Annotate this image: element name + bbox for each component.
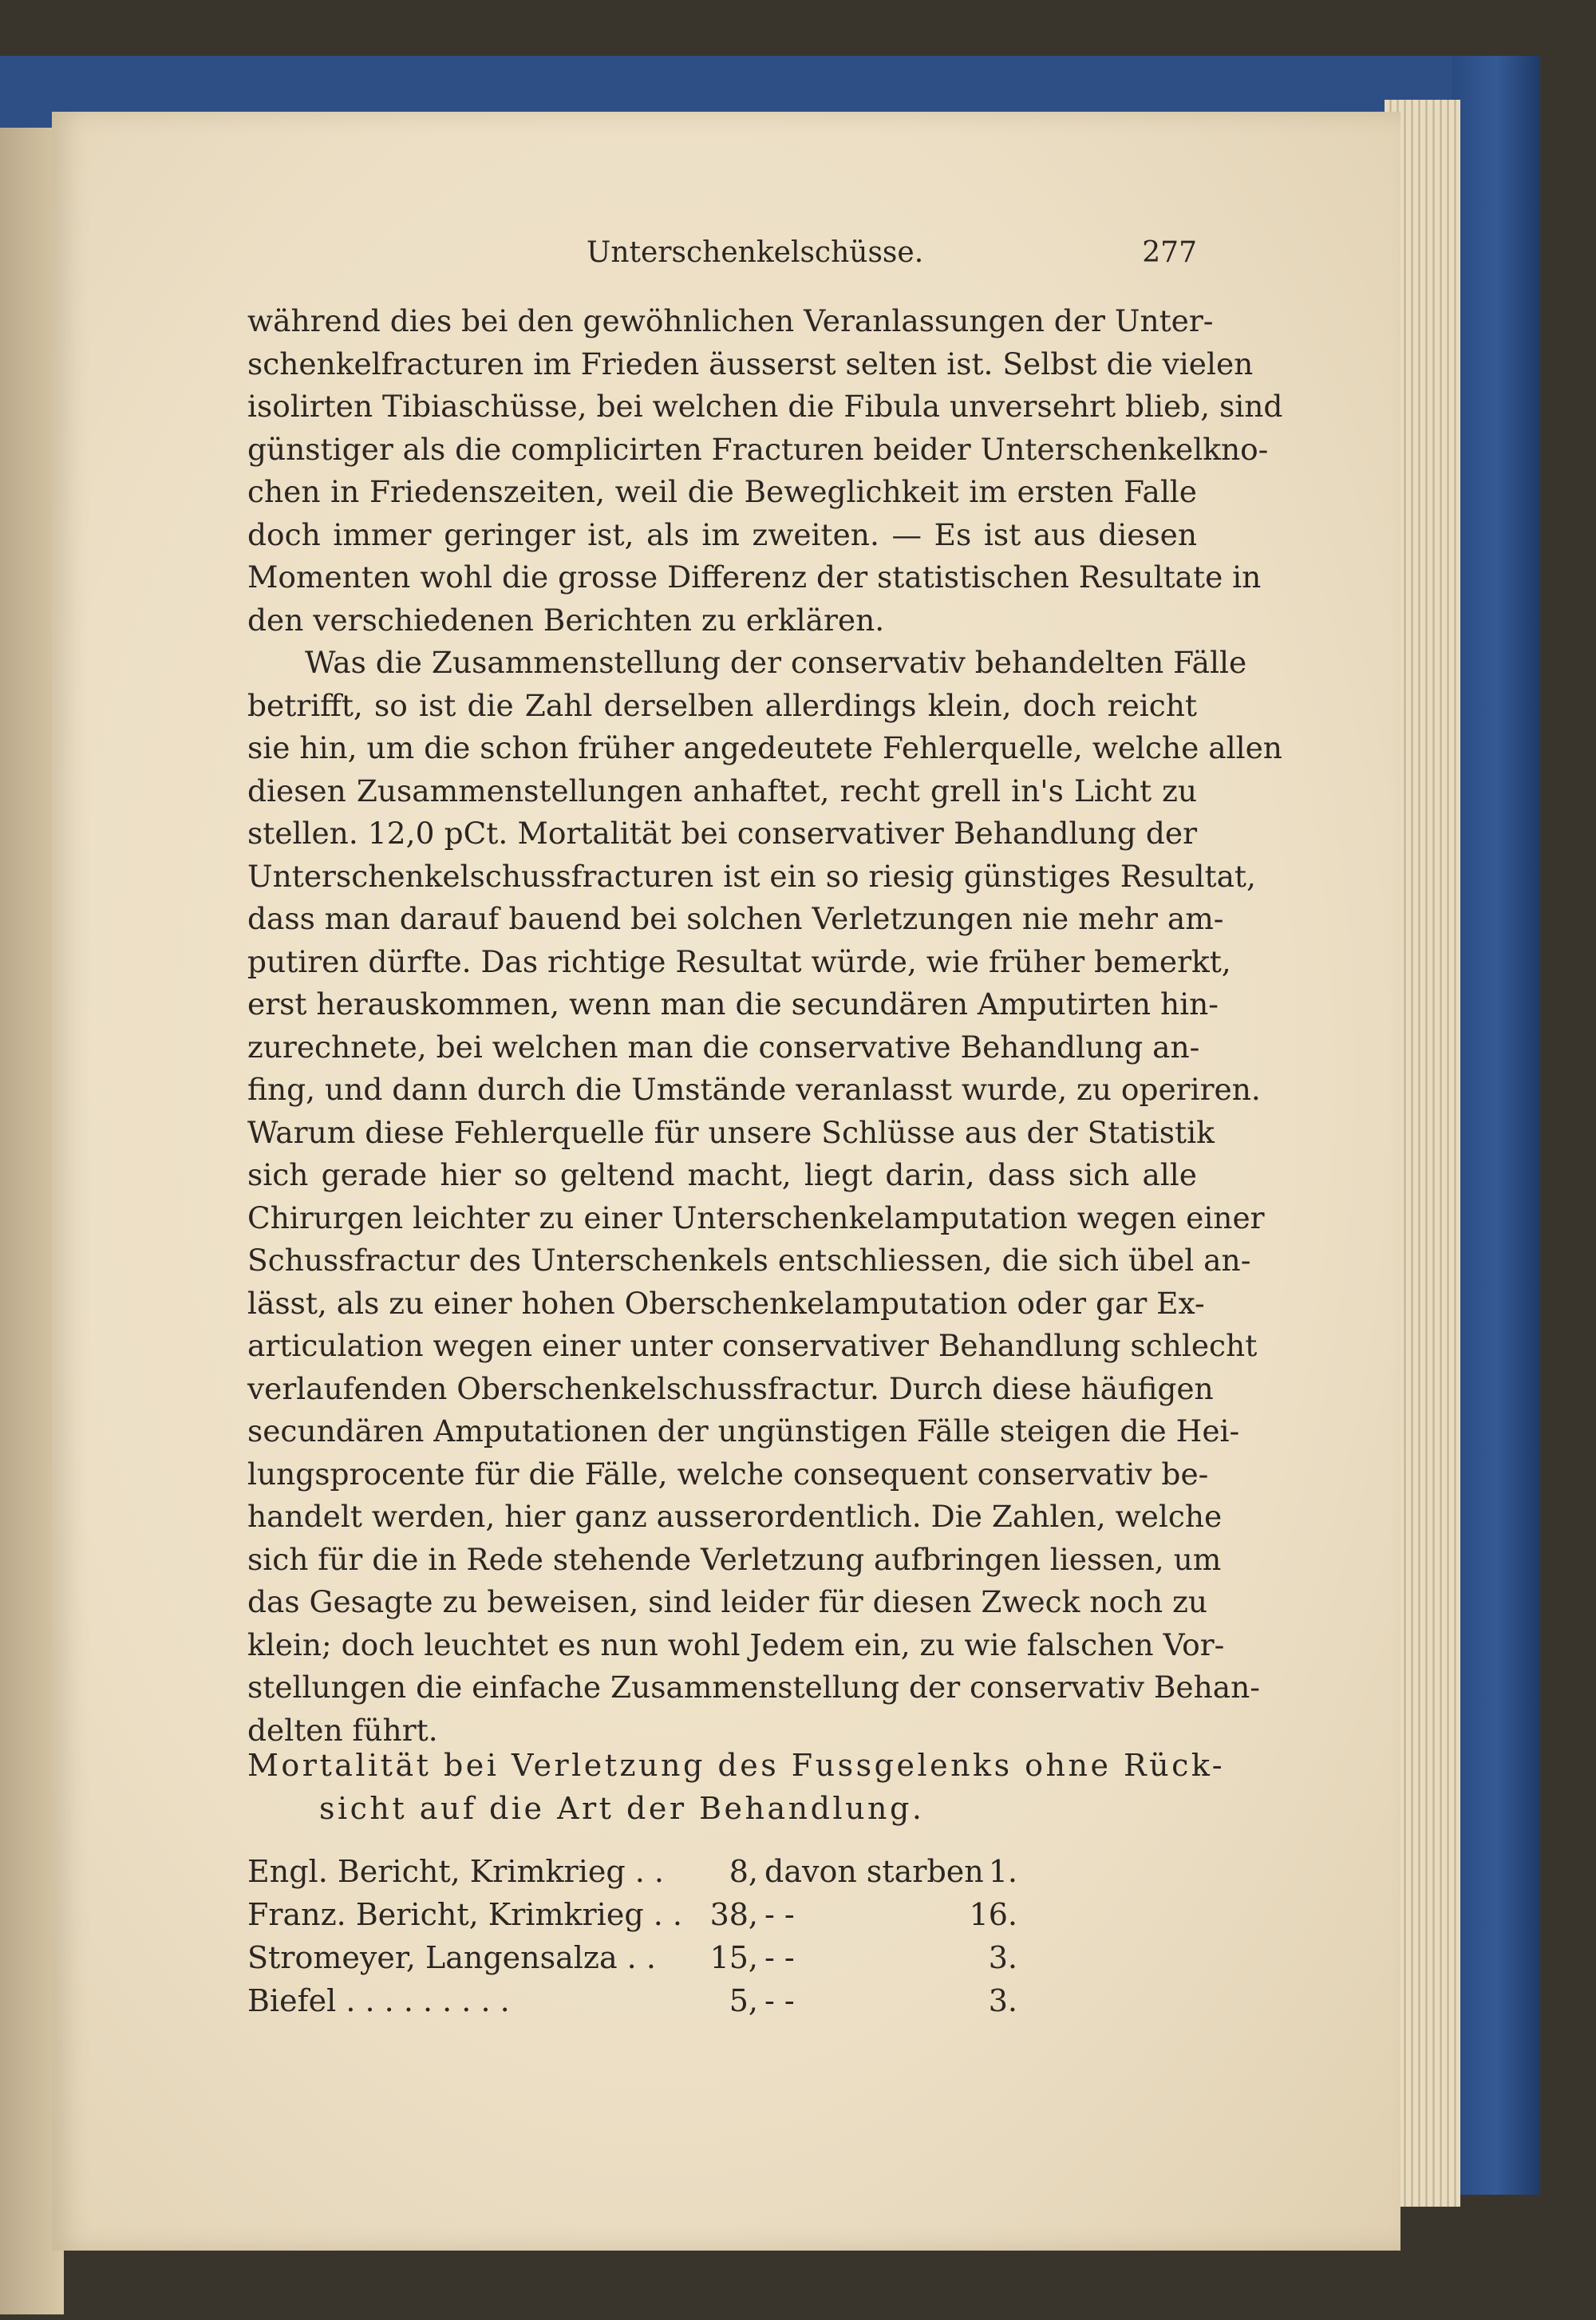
body-line: lässt, als zu einer hohen Oberschenkelamputation oder gar Ex- <box>247 1285 1205 1321</box>
body-line: lungsprocente für die Fälle, welche consequent conservativ be- <box>247 1456 1209 1492</box>
body-line: Unterschenkelschussfracturen ist ein so riesig günstiges Resultat, <box>247 858 1256 894</box>
table-row <box>247 1893 1037 1936</box>
table-row <box>247 1850 1037 1893</box>
body-line: doch immer geringer ist, als im zweiten. — Es ist aus diesen <box>247 516 1197 552</box>
body-line: chen in Friedenszeiten, weil die Beweglichkeit im ersten Falle <box>247 474 1197 509</box>
body-line: delten führt. <box>247 1712 438 1748</box>
table-source: Biefel . . . . . . . . . <box>247 1983 510 2018</box>
body-text <box>247 300 1283 1752</box>
paragraph-start-line: Was die Zusammenstellung der conservativ behandelten Fälle <box>305 645 1247 680</box>
table-label: - - <box>764 1897 795 1932</box>
table-label: - - <box>764 1983 795 2018</box>
body-line: sich gerade hier so geltend macht, liegt darin, dass sich alle <box>247 1157 1197 1192</box>
book-cover-right <box>1452 56 1540 2195</box>
running-head <box>247 236 1197 276</box>
body-line: diesen Zusammenstellungen anhaftet, recht grell in's Licht zu <box>247 773 1197 808</box>
table-deaths: 1. <box>988 1854 1017 1889</box>
body-line: zurechnete, bei welchen man die conservative Behandlung an- <box>247 1029 1200 1065</box>
page-number: 277 <box>1142 236 1197 269</box>
table-row <box>247 1936 1037 1979</box>
mortality-table <box>247 1850 1037 2022</box>
section-heading-line: sicht auf die Art der Behandlung. <box>319 1791 925 1826</box>
table-count: 38, <box>709 1897 758 1932</box>
table-deaths: 3. <box>988 1940 1017 1975</box>
table-source: Engl. Bericht, Krimkrieg . . <box>247 1854 664 1889</box>
body-line: stellungen die einfache Zusammenstellung der conservativ Behan- <box>247 1670 1260 1705</box>
body-line: betrifft, so ist die Zahl derselben allerdings klein, doch reicht <box>247 687 1197 723</box>
body-line: fing, und dann durch die Umstände veranlasst wurde, zu operiren. <box>247 1072 1261 1107</box>
table-label: - - <box>764 1940 795 1975</box>
table-count: 15, <box>709 1940 758 1975</box>
body-line: articulation wegen einer unter conservativer Behandlung schlecht <box>247 1328 1258 1363</box>
body-line: handelt werden, hier ganz ausserordentlich. Die Zahlen, welche <box>247 1499 1223 1534</box>
body-line: sich für die in Rede stehende Verletzung aufbringen liessen, um <box>247 1541 1222 1577</box>
body-line: günstiger als die complicirten Fracturen beider Unterschenkelkno- <box>247 431 1269 467</box>
body-line: sie hin, um die schon früher angedeutete Fehlerquelle, welche allen <box>247 730 1282 765</box>
table-count: 5, <box>729 1983 758 2018</box>
body-line: erst herauskommen, wenn man die secundären Amputirten hin- <box>247 986 1219 1022</box>
body-line: schenkelfracturen im Frieden äusserst selten ist. Selbst die vielen <box>247 346 1254 381</box>
body-line: klein; doch leuchtet es nun wohl Jedem ein, zu wie falschen Vor- <box>247 1626 1225 1662</box>
body-line: secundären Amputationen der ungünstigen Fälle steigen die Hei- <box>247 1413 1240 1449</box>
body-line: während dies bei den gewöhnlichen Veranlassungen der Unter- <box>247 303 1214 338</box>
body-line: dass man darauf bauend bei solchen Verletzungen nie mehr am- <box>247 901 1224 936</box>
table-label: davon starben <box>764 1854 984 1889</box>
running-head-title: Unterschenkelschüsse. <box>587 236 924 269</box>
body-line: putiren dürfte. Das richtige Resultat würde, wie früher bemerkt, <box>247 943 1231 979</box>
body-line: stellen. 12,0 pCt. Mortalität bei conservativer Behandlung der <box>247 816 1197 851</box>
body-line: Chirurgen leichter zu einer Unterschenkelamputation wegen einer <box>247 1200 1265 1235</box>
section-heading <box>247 1744 1226 1830</box>
table-count: 8, <box>729 1854 758 1889</box>
table-row <box>247 1979 1037 2022</box>
section-heading-line: Mortalität bei Verletzung des Fussgelenks ohne Rück- <box>247 1748 1226 1783</box>
table-source: Franz. Bericht, Krimkrieg . . <box>247 1897 682 1932</box>
body-line: Schussfractur des Unterschenkels entschliessen, die sich übel an- <box>247 1243 1251 1278</box>
body-line: verlaufenden Oberschenkelschussfractur. Durch diese häufigen <box>247 1370 1214 1406</box>
table-deaths: 3. <box>988 1983 1017 2018</box>
table-deaths: 16. <box>969 1897 1017 1932</box>
body-line: das Gesagte zu beweisen, sind leider für diesen Zweck noch zu <box>247 1584 1208 1619</box>
table-source: Stromeyer, Langensalza . . <box>247 1940 656 1975</box>
body-line: Warum diese Fehlerquelle für unsere Schlüsse aus der Statistik <box>247 1114 1215 1150</box>
body-line: isolirten Tibiaschüsse, bei welchen die Fibula unversehrt blieb, sind <box>247 389 1283 424</box>
body-line: Momenten wohl die grosse Differenz der statistischen Resultate in <box>247 559 1262 595</box>
body-line: den verschiedenen Berichten zu erklären. <box>247 602 885 638</box>
